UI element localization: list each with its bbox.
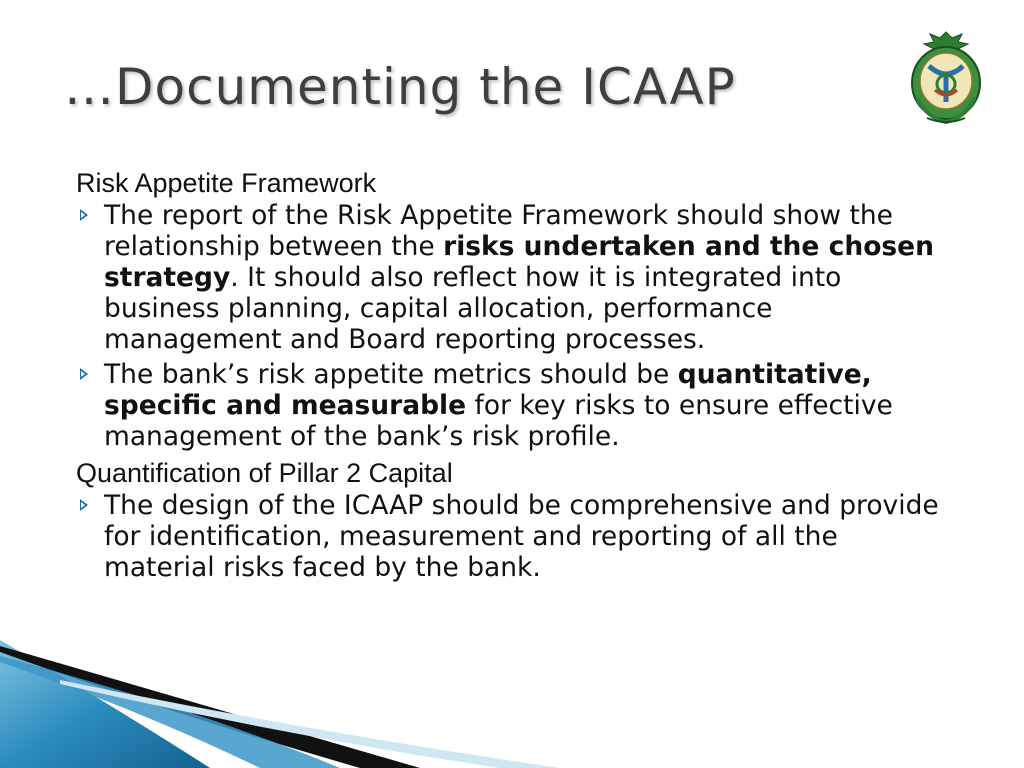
section-heading: Quantification of Pillar 2 Capital (76, 458, 453, 488)
bullet-text: The report of the Risk Appetite Framework should show the relationship between the (104, 200, 893, 262)
decorative-swoosh (0, 640, 1024, 768)
section-heading: Risk Appetite Framework (76, 168, 377, 198)
bullet-arrow-icon (80, 499, 88, 511)
bullet-text: The design of the ICAAP should be comprehensive and provide for identification, measurement and reporting of all the material risks faced by the bank. (104, 490, 939, 583)
bullet-emphasis: risks undertaken and the chosen strategy (104, 231, 935, 293)
central-bank-crest-icon (905, 28, 987, 128)
bullet-emphasis: quantitative, specific and measurable (104, 359, 872, 421)
bullet-item (76, 359, 956, 452)
bullet-item (76, 200, 956, 355)
bullet-arrow-icon (80, 368, 88, 380)
bullet-text: for key risks to ensure effective management of the bank’s risk profile. (104, 390, 893, 452)
bullet-text: The bank’s risk appetite metrics should be (104, 359, 678, 390)
slide-title: …Documenting the ICAAP (64, 58, 736, 116)
bullet-text: . It should also reflect how it is integrated into business planning, capital allocation, performance management and Board reporting processes. (104, 262, 842, 355)
bullet-arrow-icon (80, 209, 88, 221)
bullet-item (76, 490, 956, 583)
slide-body (76, 166, 956, 587)
